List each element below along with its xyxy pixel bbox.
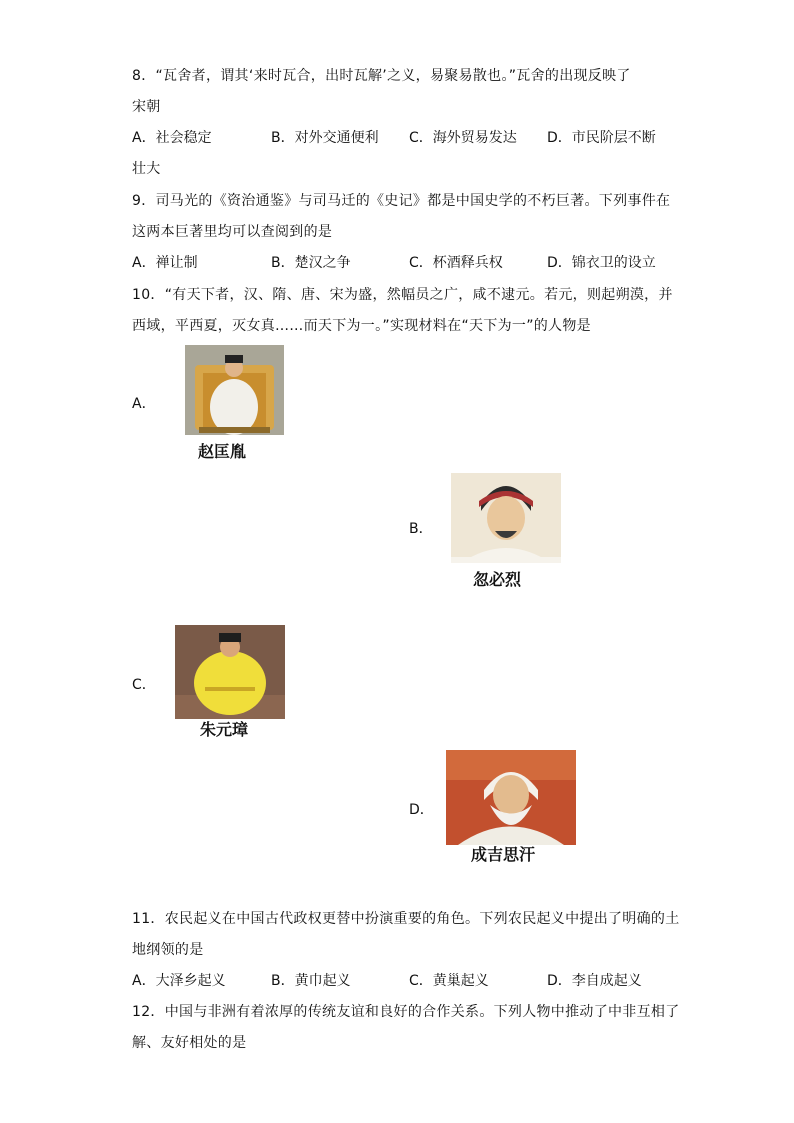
- q8-option-d[interactable]: D．市民阶层不断: [547, 130, 656, 146]
- q9-stem-line1: 9．司马光的《资治通鉴》与司马迁的《史记》都是中国史学的不朽巨著。下列事件在: [132, 193, 671, 209]
- q10-stem-line1: 10．“有天下者，汉、隋、唐、宋为盛，然幅员之广，咸不逮元。若元，则起朔漠，并: [132, 287, 673, 303]
- q10-option-d-label[interactable]: D．: [409, 802, 434, 818]
- q8-option-c[interactable]: C．海外贸易发达: [409, 130, 517, 146]
- q8-option-a[interactable]: A．社会稳定: [132, 130, 212, 146]
- q10-option-a-label[interactable]: A．: [132, 396, 156, 412]
- q9-stem-line2: 这两本巨著里均可以查阅到的是: [132, 224, 333, 240]
- q9-option-c[interactable]: C．杯酒释兵权: [409, 255, 503, 271]
- q10-option-a-caption: 赵匡胤: [198, 442, 247, 461]
- emperor-seated-portrait-icon[interactable]: [185, 345, 284, 435]
- q11-option-b[interactable]: B．黄巾起义: [271, 973, 351, 989]
- q8-stem-line1: 8．“瓦舍者，谓其‘来时瓦合，出时瓦解’之义，易聚易散也。”瓦舍的出现反映了: [132, 68, 631, 84]
- q8-stem-line2: 宋朝: [132, 99, 161, 115]
- q10-option-b-label[interactable]: B．: [409, 521, 433, 537]
- q8-option-d-wrap: 壮大: [132, 161, 161, 177]
- q10-stem-line2: 西域，平西夏，灭女真……而天下为一。”实现材料在“天下为一”的人物是: [132, 318, 591, 334]
- q9-option-a[interactable]: A．禅让制: [132, 255, 198, 271]
- emperor-yellow-robe-portrait-icon[interactable]: [175, 625, 285, 719]
- q12-stem-line2: 解、友好相处的是: [132, 1035, 247, 1051]
- q11-option-a[interactable]: A．大泽乡起义: [132, 973, 226, 989]
- q12-stem-line1: 12．中国与非洲有着浓厚的传统友谊和良好的合作关系。下列人物中推动了中非互相了: [132, 1004, 680, 1020]
- q10-option-d-caption: 成吉思汗: [471, 845, 536, 864]
- q10-option-c-caption: 朱元璋: [200, 720, 249, 739]
- q11-stem-line1: 11．农民起义在中国古代政权更替中扮演重要的角色。下列农民起义中提出了明确的土: [132, 911, 680, 927]
- q10-option-c-label[interactable]: C．: [132, 677, 156, 693]
- white-haired-khan-portrait-icon[interactable]: [446, 750, 576, 845]
- q8-option-b[interactable]: B．对外交通便利: [271, 130, 379, 146]
- q9-option-d[interactable]: D．锦衣卫的设立: [547, 255, 656, 271]
- q10-option-b-caption: 忽必烈: [473, 570, 522, 589]
- q11-option-d[interactable]: D．李自成起义: [547, 973, 642, 989]
- q9-option-b[interactable]: B．楚汉之争: [271, 255, 351, 271]
- mongol-khan-portrait-icon[interactable]: [451, 473, 561, 563]
- q11-stem-line2: 地纲领的是: [132, 942, 204, 958]
- q11-option-c[interactable]: C．黄巢起义: [409, 973, 489, 989]
